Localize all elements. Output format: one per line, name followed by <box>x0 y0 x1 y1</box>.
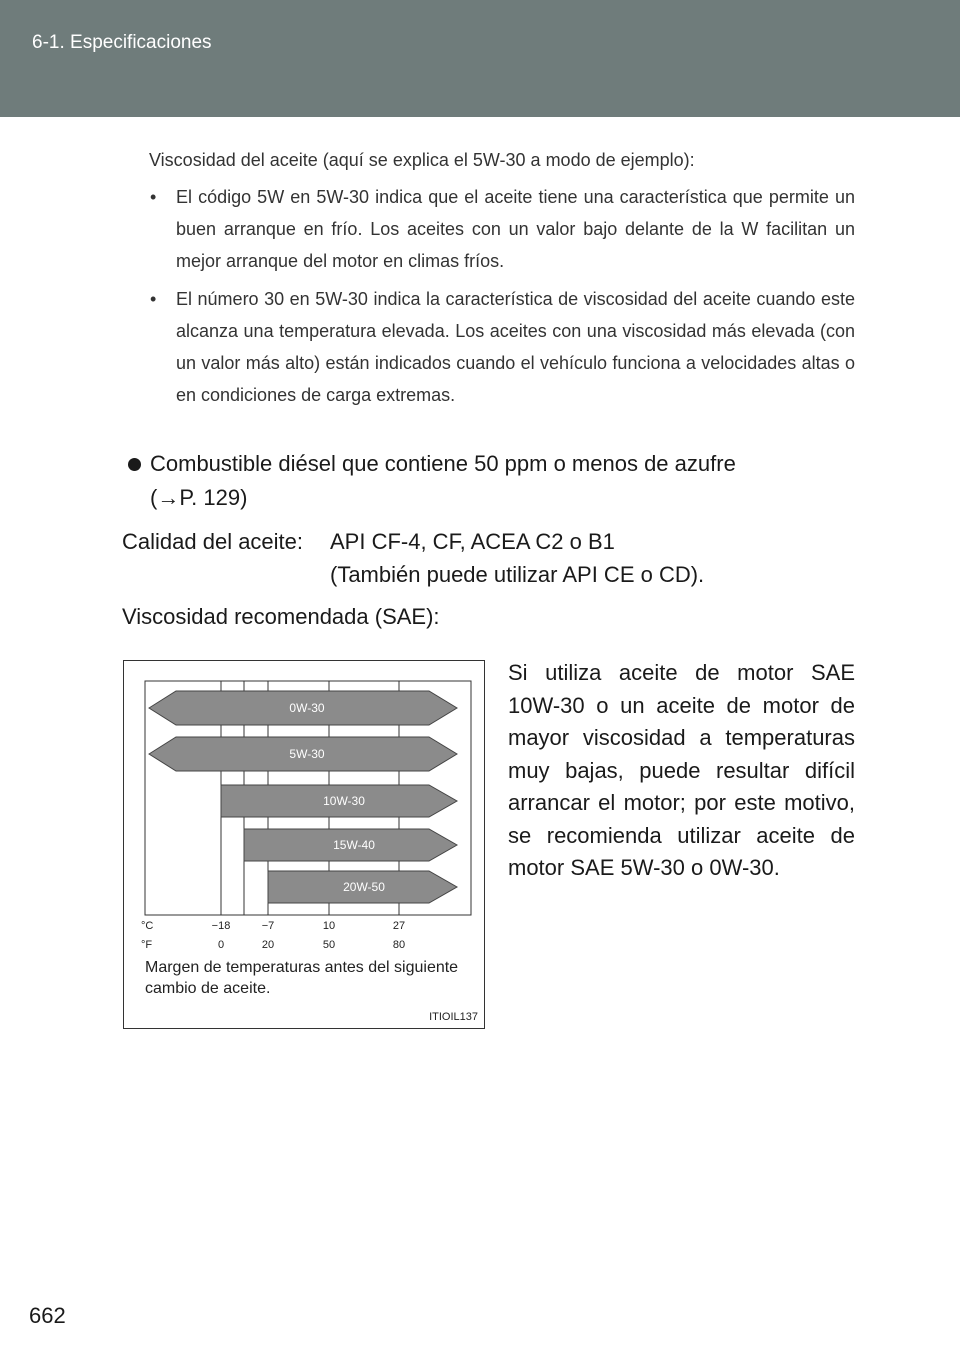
fahrenheit-unit: °F <box>141 939 153 951</box>
celsius-unit: °C <box>141 920 154 932</box>
quality-label: Calidad del aceite: <box>122 529 304 554</box>
celsius-tick: −7 <box>261 920 275 932</box>
band-10w-30 <box>221 785 457 817</box>
svg-text:5W-30: 5W-30 <box>289 747 325 761</box>
band-0w-30 <box>149 691 457 725</box>
bullet-item <box>150 283 855 411</box>
bullet-text: El código 5W en 5W-30 indica que el aceite tiene una característica que permite un buen arranque en frío. Los aceites con un valor bajo delante de la W facilitan un mejor arranque del motor en climas fríos. <box>176 187 855 271</box>
figure-caption: Margen de temperaturas antes del siguiente cambio de aceite. <box>145 959 459 997</box>
celsius-tick: −18 <box>211 920 231 932</box>
quality-value: API CF-4, CF, ACEA C2 o B1 <box>330 529 615 554</box>
band-20w-50 <box>268 871 457 903</box>
fahrenheit-tick: 50 <box>322 939 336 951</box>
diesel-page-ref[interactable]: (→P. 129) <box>150 485 248 510</box>
fahrenheit-tick: 20 <box>261 939 275 951</box>
page-header <box>0 0 960 117</box>
celsius-tick: 10 <box>322 920 336 932</box>
bullet-text: El número 30 en 5W-30 indica la característica de viscosidad del aceite cuando este alcanza una temperatura elevada. Los aceites con una viscosidad más elevada (con un valor más alto) están indicados cuando el vehículo funciona a velocidades altas o en condiciones de carga extremas. <box>176 289 855 405</box>
bullet-marker: • <box>150 187 157 207</box>
intro-text: Viscosidad del aceite (aquí se explica el 5W-30 a modo de ejemplo): <box>149 150 695 170</box>
section-title: 6-1. Especificaciones <box>32 32 212 53</box>
svg-text:0W-30: 0W-30 <box>289 701 325 715</box>
svg-text:15W-40: 15W-40 <box>333 838 375 852</box>
bullet-disc-icon <box>128 458 141 471</box>
band-15w-40 <box>244 829 457 861</box>
diesel-text: Combustible diésel que contiene 50 ppm o menos de azufre <box>150 451 736 476</box>
bullet-marker: • <box>150 289 157 309</box>
celsius-tick: 27 <box>392 920 406 932</box>
quality-alternative: (También puede utilizar API CE o CD). <box>330 562 705 587</box>
figure-code: ITIOIL137 <box>429 1011 478 1023</box>
fahrenheit-tick: 80 <box>392 939 406 951</box>
bullet-item <box>150 181 855 277</box>
viscosity-label: Viscosidad recomendada (SAE): <box>122 604 440 629</box>
svg-text:20W-50: 20W-50 <box>343 880 385 894</box>
viscosity-figure <box>123 660 485 1029</box>
svg-text:10W-30: 10W-30 <box>323 794 365 808</box>
viscosity-note: Si utiliza aceite de motor SAE 10W-30 o un aceite de motor de mayor viscosidad a temperaturas muy bajas, puede resultar difícil arrancar el motor; por este motivo, se recomienda utilizar aceite de motor SAE 5W-30 o 0W-30. <box>508 660 855 880</box>
band-5w-30 <box>149 737 457 771</box>
page-number: 662 <box>29 1303 66 1328</box>
fahrenheit-tick: 0 <box>217 939 225 951</box>
